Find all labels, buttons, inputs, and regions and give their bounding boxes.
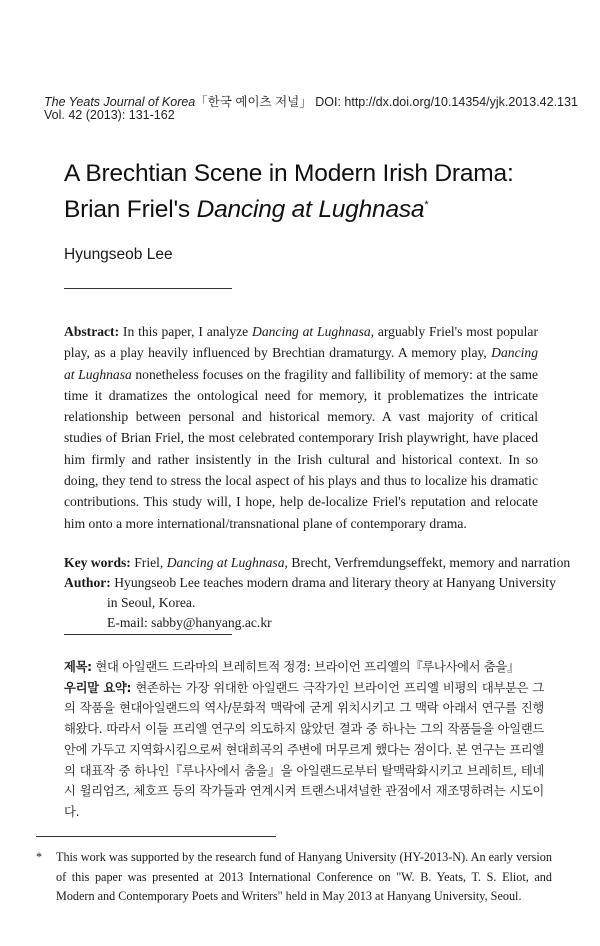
abstract-text-1: In this paper, I analyze <box>119 324 253 339</box>
korean-summary-paragraph <box>64 678 544 823</box>
korean-title-line <box>64 657 544 678</box>
korean-summary <box>64 657 544 823</box>
title-footnote-mark[interactable]: * <box>424 198 429 211</box>
author-note-line-1 <box>64 573 556 593</box>
title-prefix: Brian Friel's <box>64 196 197 223</box>
divider-top <box>64 288 232 289</box>
title-line-1: A Brechtian Scene in Modern Irish Drama: <box>64 160 514 187</box>
korean-title-label: 제목: <box>64 660 92 674</box>
journal-korean-name: 「한국 예이츠 저널」 <box>195 95 312 109</box>
author-note-label: Author: <box>64 575 111 590</box>
keywords-line <box>64 553 571 573</box>
abstract-italic-2: Dancing at Lughnasa <box>64 345 538 382</box>
footnote-text: This work was supported by the research fund of Hanyang University (HY-2013-N). An early version of this paper was presented at 2013 International Conference on "W. B. Yeats, T. S. Eliot, and Modern and Contemporary Poets and Writers" held in May 2013 at Hanyang University, Seoul. <box>56 850 552 903</box>
abstract-paragraph <box>64 321 538 534</box>
title-play-name: Dancing at Lughnasa <box>196 196 425 223</box>
author-email[interactable]: E-mail: sabby@hanyang.ac.kr <box>107 615 272 630</box>
footnote-mark: * <box>36 850 43 864</box>
keywords-italic: Dancing at Lughnasa <box>166 555 285 570</box>
volume-line: Vol. 42 (2013): 131-162 <box>44 108 175 122</box>
doi-link[interactable]: DOI: http://dx.doi.org/10.14354/yjk.2013.42.131 <box>315 95 578 109</box>
keywords-label: Key words: <box>64 555 131 570</box>
footnote-divider <box>36 836 276 837</box>
abstract-label: Abstract: <box>64 324 120 339</box>
korean-summary-text: 현존하는 가장 위대한 아일랜드 극작가인 브라이언 프리엘 비평의 대부분은 그의 작품을 현대아일랜드의 역사/문화적 맥락에 굳게 위치시키고 그 맥락 아래서 연구를 진행해왔다. 따라서 이들 프리엘 연구의 의도하지 않았던 결과 중 하나는 그의 작품들을 아일랜드 안에 가두고 지역화시킴으로써 현대희곡의 주변에 머무르게 했다는 점이다. 본 연구는 프리엘의 대표작 중 하나인『루나사에서 춤을』을 아일랜드로부터 탈맥락화시키고 브레히트, 테네시 윌리엄즈, 체호프 등의 작가들과 연계시켜 트랜스내셔널한 관점에서 재조명하려는 시도이다. <box>64 680 544 819</box>
author-note-text: Hyungseob Lee teaches modern drama and literary theory at Hanyang University <box>110 575 556 590</box>
footnote <box>36 848 552 907</box>
abstract-italic-1: Dancing at Lughnasa <box>252 324 371 339</box>
keywords-post: , Brecht, Verfremdungseffekt, memory and narration <box>284 555 571 570</box>
keywords-pre: Friel, <box>130 555 167 570</box>
journal-name: The Yeats Journal of Korea <box>44 95 196 109</box>
divider-middle <box>64 634 232 635</box>
title-line-2 <box>64 196 428 224</box>
author-name: Hyungseob Lee <box>64 246 173 263</box>
korean-title-text: 현대 아일랜드 드라마의 브레히트적 정경: 브라이언 프리엘의『루나사에서 춤을』 <box>91 660 520 674</box>
korean-summary-label: 우리말 요약: <box>64 680 132 695</box>
abstract-text-2: , arguably Friel's most popular play, as a play heavily influenced by Brechtian dramaturgy. A memory play, <box>64 324 538 361</box>
author-note-line-2: in Seoul, Korea. <box>107 595 196 610</box>
abstract-text-3: nonetheless focuses on the fragility and fallibility of memory: at the same time it dramatizes the ontological need for memory, it problematizes the intricate relationship between personal and historical memory. A vast majority of critical studies of Brian Friel, the most celebrated contemporary Irish playwright, have placed him firmly and rather insistently in the Irish cultural and historical context. In so doing, they tend to stress the local aspect of his plays and thus to localize his dramatic contributions. This study will, I hope, help de-localize Friel's reputation and relocate him onto a more international/transnational plane of contemporary drama. <box>64 366 538 531</box>
author-note <box>64 573 556 633</box>
